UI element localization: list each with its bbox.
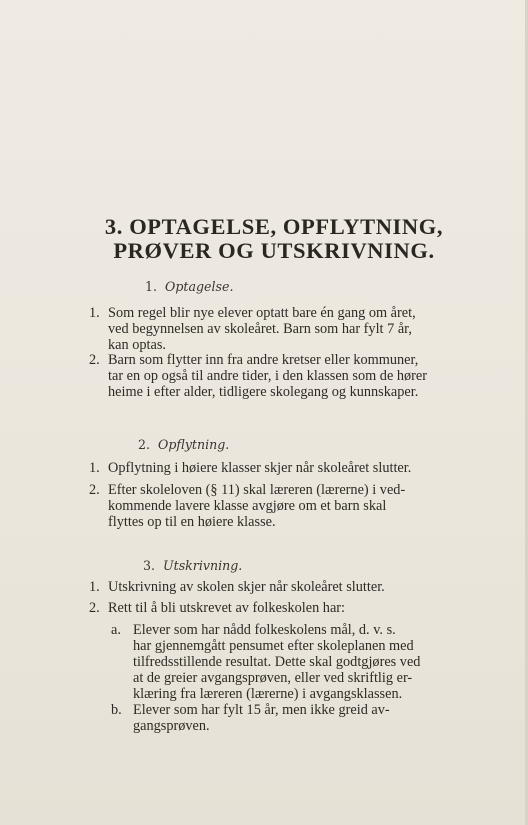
item-text-line: Elever som har fylt 15 år, men ikke greid av-: [133, 702, 390, 718]
item-text-line: Rett til å bli utskrevet av folkeskolen har:: [108, 600, 346, 616]
item-text-line: har gjennemgått pensumet efter skoleplanen med: [133, 638, 414, 654]
section-heading: [143, 558, 242, 573]
item-text-line: Efter skoleloven (§ 11) skal læreren (lærerne) i ved-: [108, 482, 406, 498]
item-text-line: tilfredsstillende resultat. Dette skal godtgjøres ved: [133, 654, 421, 670]
section-number: 2.: [138, 437, 151, 452]
item-text-line: Som regel blir nye elever optatt bare én gang om året,: [108, 305, 416, 321]
item-number: 1.: [89, 579, 100, 595]
item-number: 2.: [89, 600, 100, 616]
section-number: 3.: [143, 558, 156, 573]
section-name: Opflytning.: [158, 437, 230, 452]
section-heading: [138, 437, 229, 452]
item-number: 2.: [89, 482, 100, 498]
item-number: 1.: [89, 460, 100, 476]
item-text-line: at de greier avgangsprøven, eller ved skriftlig er-: [133, 670, 413, 686]
section-number: 1.: [145, 279, 158, 294]
section-name: Utskrivning.: [163, 558, 243, 573]
item-letter: a.: [111, 622, 121, 638]
item-text-line: Utskrivning av skolen skjer når skoleåret slutter.: [108, 579, 385, 595]
item-text-line: ved begynnelsen av skoleåret. Barn som har fylt 7 år,: [108, 321, 412, 337]
item-number: 1.: [89, 305, 100, 321]
item-letter: b.: [111, 702, 122, 718]
item-text-line: kan optas.: [108, 337, 166, 353]
item-text-line: klæring fra læreren (lærerne) i avgangsklassen.: [133, 686, 403, 702]
item-text-line: flyttes op til en høiere klasse.: [108, 514, 276, 530]
section-heading: [145, 279, 233, 294]
item-text-line: kommende lavere klasse avgjøre om et barn skal: [108, 498, 387, 514]
item-text-line: Opflytning i høiere klasser skjer når skoleåret slutter.: [108, 460, 412, 476]
chapter-title-line-1: 3. OPTAGELSE, OPFLYTNING,: [104, 214, 444, 239]
item-text-line: gangsprøven.: [133, 718, 210, 734]
item-text-line: heime i efter alder, tidligere skolegang og kunnskaper.: [108, 384, 419, 400]
item-text-line: Barn som flytter inn fra andre kretser eller kommuner,: [108, 352, 419, 368]
item-number: 2.: [89, 352, 100, 368]
section-name: Optagelse.: [165, 279, 234, 294]
chapter-title: [60, 215, 488, 263]
chapter-title-line-2: PRØVER OG UTSKRIVNING.: [113, 238, 435, 263]
item-text-line: Elever som har nådd folkeskolens mål, d. v. s.: [133, 622, 396, 638]
item-text-line: tar en op også til andre tider, i den klassen som de hører: [108, 368, 428, 384]
